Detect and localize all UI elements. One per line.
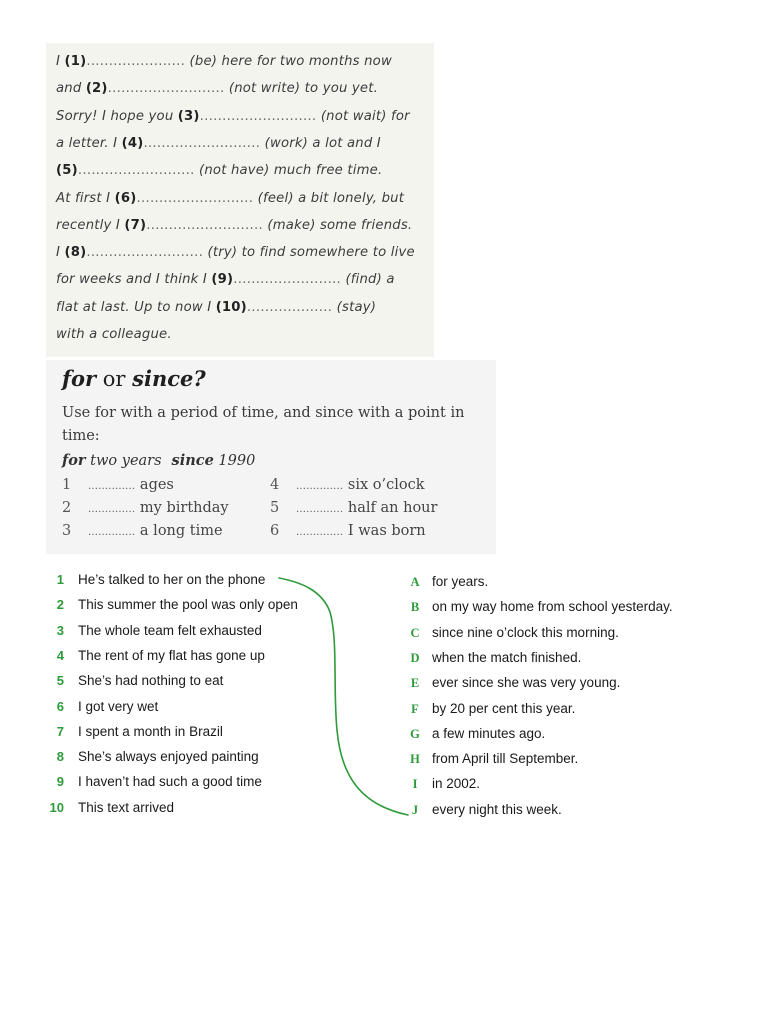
letter-text: (find) a: [341, 272, 395, 288]
match-right-text: by 20 per cent this year.: [432, 700, 576, 716]
match-left-text: I spent a month in Brazil: [78, 723, 223, 739]
match-right-text: ever since she was very young.: [432, 675, 621, 691]
match-letter: F: [411, 701, 419, 716]
match-left-text: The whole team felt exhausted: [78, 622, 262, 638]
letter-text: flat at last. Up to now I: [56, 299, 216, 315]
match-number: 2: [56, 597, 64, 613]
letter-text: (feel) a bit lonely, but: [253, 190, 405, 206]
match-right-text: from April till September.: [432, 751, 579, 767]
for-since-item: 3 .............. a long time: [62, 523, 223, 539]
for-since-rule: Use for with a period of time, and since with a point in time:: [62, 405, 465, 444]
match-left-text: He’s talked to her on the phone: [78, 572, 266, 587]
match-right-text: when the match finished.: [432, 649, 582, 665]
letter-text: (not write) to you yet.: [224, 81, 379, 97]
match-left-text: I got very wet: [78, 698, 159, 714]
letter-text: and: [56, 81, 86, 97]
letter-text: I: [56, 54, 65, 69]
letter-text: (be) here for two months now: [185, 54, 392, 69]
for-since-title: for or since?: [62, 366, 206, 391]
match-right-text: since nine o’clock this morning.: [432, 624, 619, 640]
letter-text: recently I: [56, 217, 125, 233]
answer-blank: ........................: [233, 272, 342, 288]
match-number: 8: [56, 749, 64, 765]
match-right-text: in 2002.: [432, 776, 481, 792]
for-since-example: for two years since 1990: [62, 452, 256, 469]
match-number: 10: [49, 799, 64, 815]
blank-number: (3): [177, 108, 200, 124]
blank-number: (2): [85, 81, 108, 97]
for-since-item: 4 .............. six o’clock: [270, 477, 425, 493]
match-left-text: I haven’t had such a good time: [78, 774, 262, 790]
match-letter: E: [410, 676, 420, 691]
match-letter: G: [410, 726, 420, 741]
match-left-text: She’s had nothing to eat: [78, 673, 224, 689]
answer-blank: ......................: [86, 54, 186, 69]
letter-text: (work) a lot and I: [260, 135, 381, 151]
answer-blank: ..........................: [199, 108, 317, 124]
match-letter: J: [411, 802, 419, 817]
for-since-item: 2 .............. my birthday: [62, 500, 229, 516]
match-number: 4: [56, 647, 64, 663]
blank-number: (5): [56, 163, 78, 179]
match-right-text: on my way home from school yesterday.: [432, 599, 673, 615]
match-number: 5: [56, 673, 64, 689]
match-left-text: This text arrived: [78, 799, 175, 815]
letter-text: for weeks and I think I: [56, 272, 212, 288]
match-left-text: She’s always enjoyed painting: [78, 749, 259, 765]
for-since-item: 1 .............. ages: [62, 477, 174, 493]
answer-blank: ...................: [246, 299, 333, 315]
answer-blank: ..........................: [77, 163, 195, 179]
match-number: 6: [56, 698, 64, 714]
match-number: 7: [56, 723, 64, 739]
letter-text: (stay): [332, 299, 377, 315]
blank-number: (6): [114, 190, 137, 206]
match-letter: B: [410, 600, 420, 615]
match-right-text: for years.: [432, 574, 489, 589]
blank-number: (9): [211, 272, 234, 288]
match-number: 9: [56, 774, 64, 790]
for-since-item: 5 .............. half an hour: [270, 500, 438, 516]
blank-number: (4): [121, 135, 144, 151]
letter-text: (not have) much free time.: [194, 163, 383, 179]
answer-blank: ..........................: [143, 135, 261, 151]
letter-text: a letter. I: [56, 135, 122, 151]
match-left-text: This summer the pool was only open: [78, 597, 298, 613]
match-letter: H: [410, 752, 420, 767]
match-number: 1: [56, 572, 64, 587]
blank-number: (7): [124, 217, 147, 233]
letter-text: (try) to find somewhere to live: [203, 245, 415, 261]
match-left-text: The rent of my flat has gone up: [78, 647, 265, 663]
match-letter: A: [410, 575, 420, 589]
letter-text: At first I: [56, 190, 115, 206]
match-number: 3: [56, 622, 64, 638]
blank-number: (10): [215, 299, 247, 315]
match-letter: C: [410, 625, 420, 640]
letter-text: (not wait) for: [316, 108, 410, 124]
blank-number: (8): [64, 245, 87, 261]
answer-blank: ..........................: [146, 217, 264, 233]
match-letter: D: [410, 650, 420, 665]
match-right-text: a few minutes ago.: [432, 725, 546, 741]
letter-text: with a colleague.: [56, 327, 172, 342]
match-letter: I: [412, 777, 418, 792]
answer-blank: ..........................: [86, 245, 204, 261]
answer-blank: ..........................: [136, 190, 254, 206]
for-since-item: 6 .............. I was born: [270, 523, 426, 539]
match-right-text: every night this week.: [432, 801, 562, 817]
blank-number: (1): [64, 54, 87, 69]
answer-blank: ..........................: [107, 81, 225, 97]
letter-text: I: [56, 245, 65, 261]
letter-text: (make) some friends.: [263, 217, 413, 233]
letter-text: Sorry! I hope you: [56, 108, 178, 124]
